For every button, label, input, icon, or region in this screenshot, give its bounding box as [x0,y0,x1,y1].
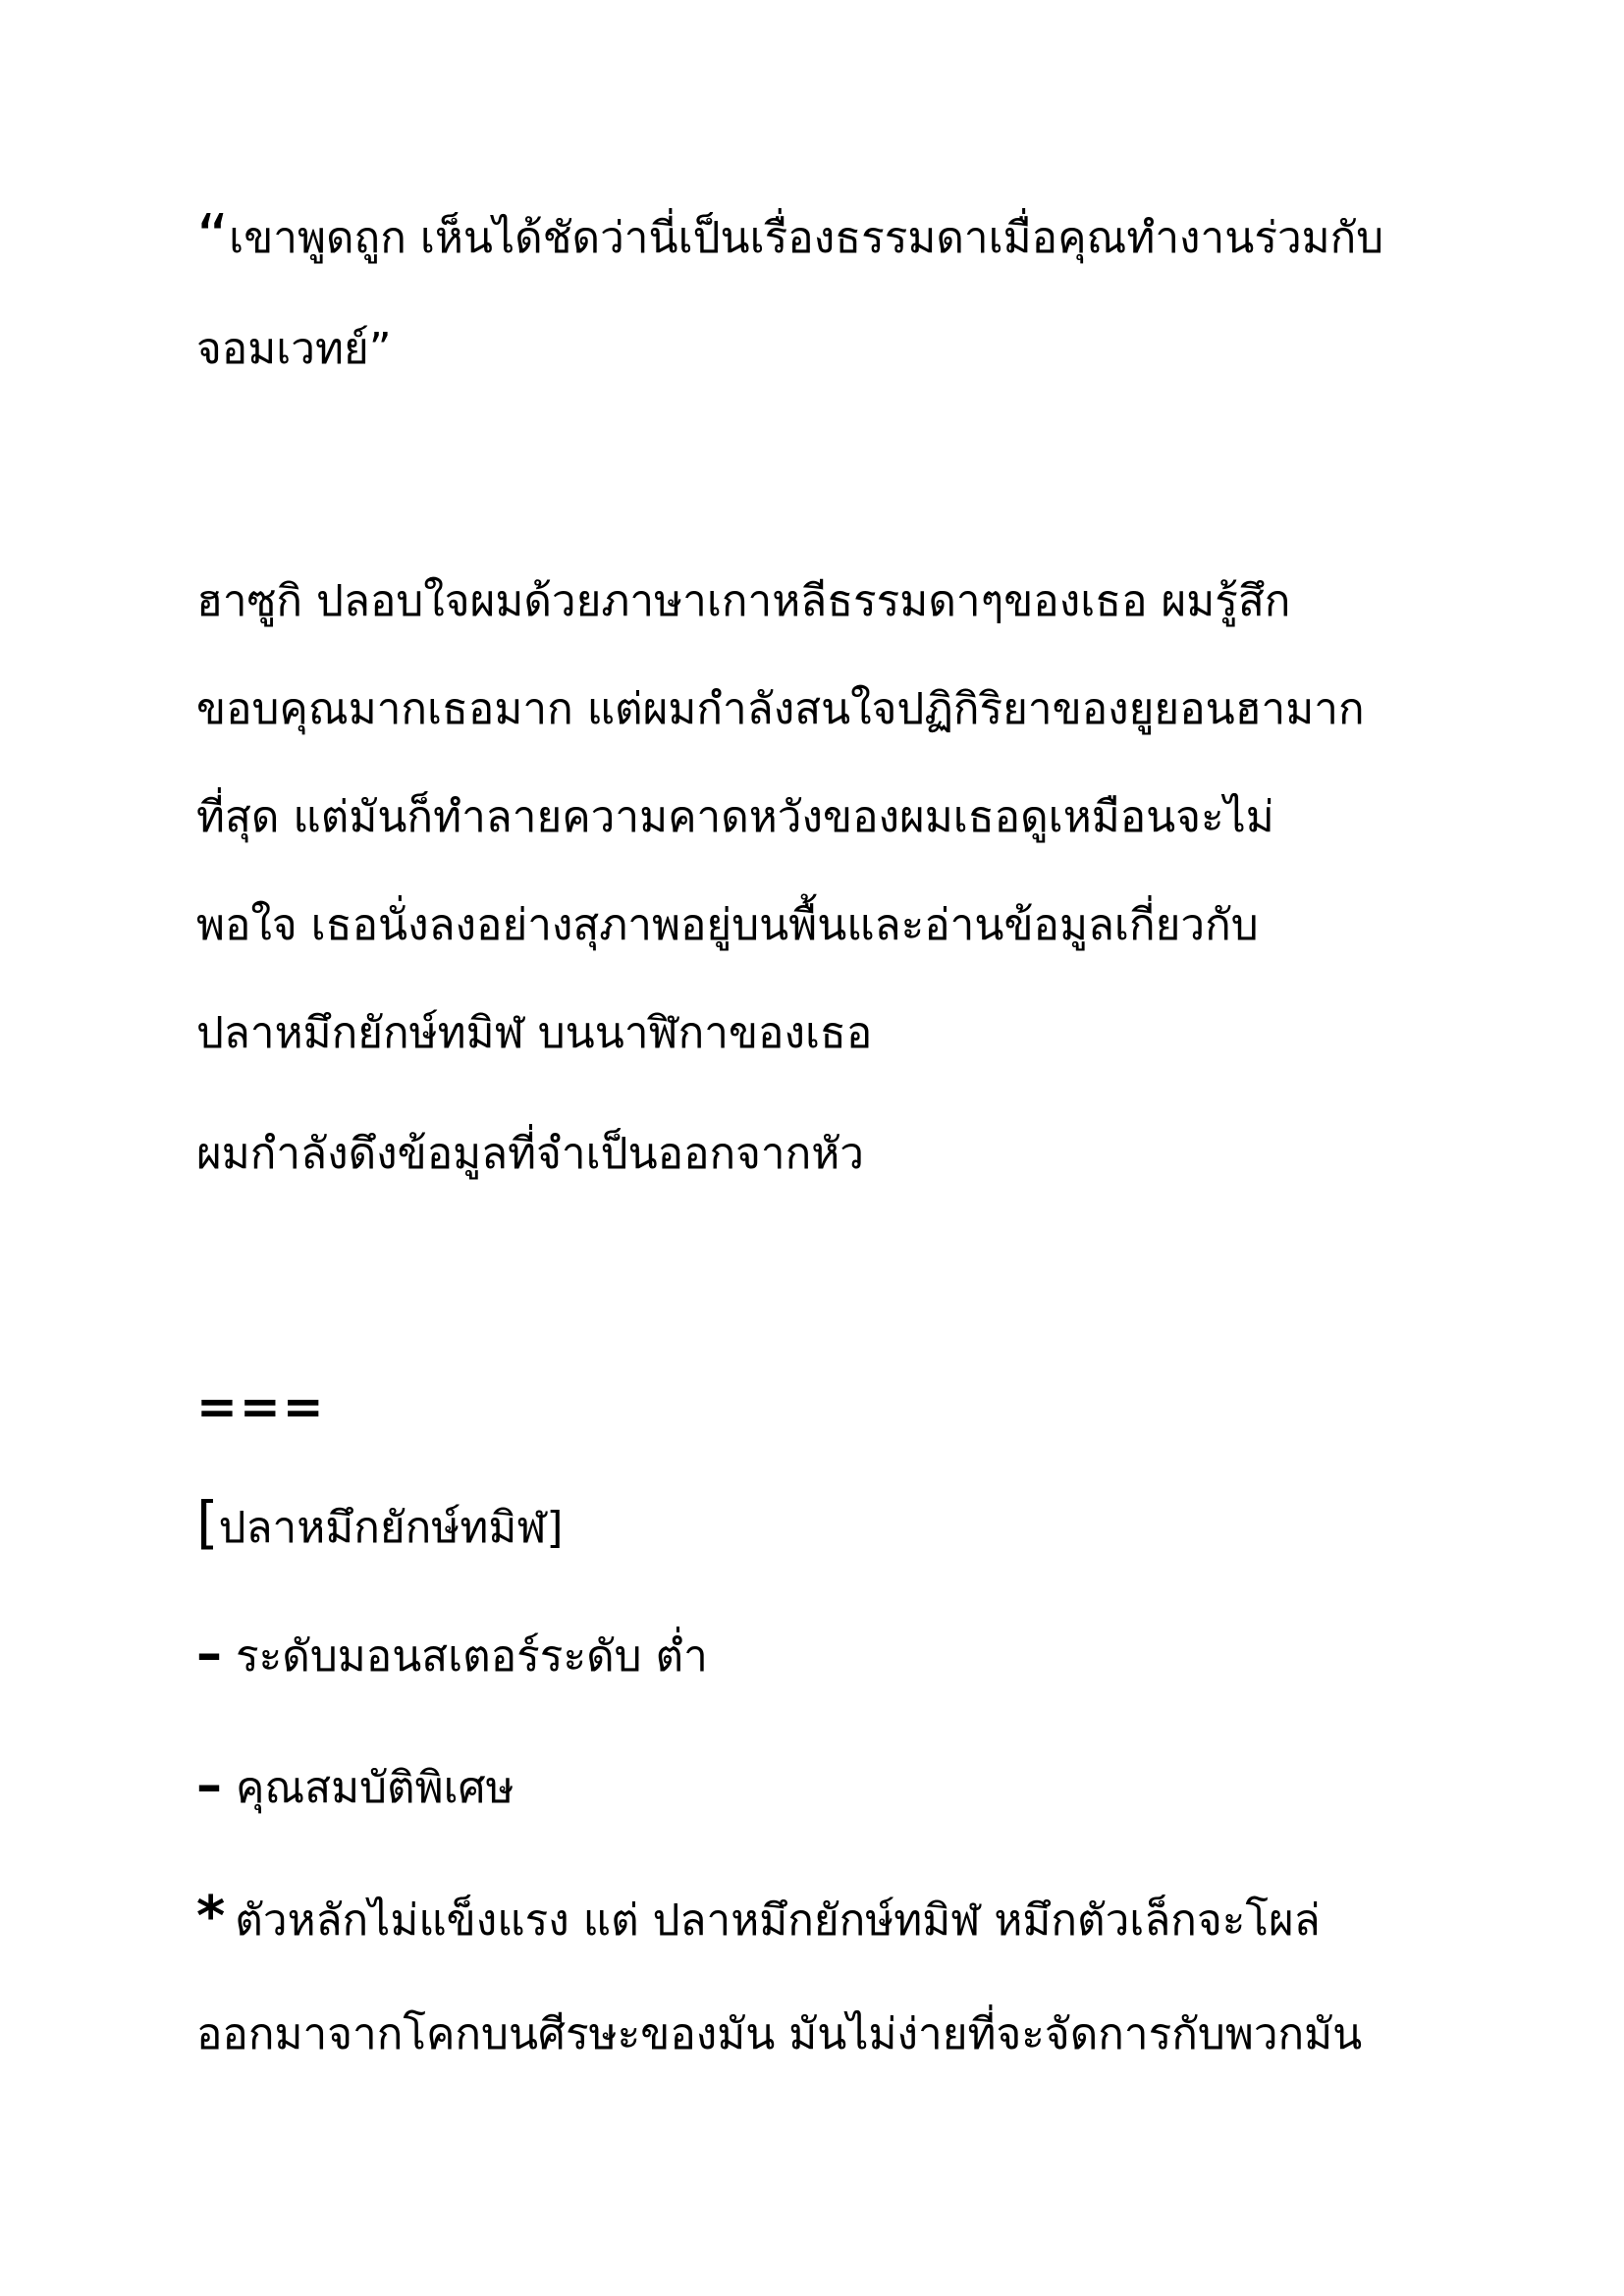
dash-marker: – [196,1625,222,1683]
paragraph-line-2: ขอบคุณมากเธอมาก แต่ผมกำลังสนใจปฏิกิริยาของยูยอนฮามาก [196,684,1365,734]
dialogue-line-2: จอมเวทย์” [196,324,392,374]
info-title: ปลาหมึกยักษ์ทมิฬ [218,1503,547,1553]
info-item-2 [196,1756,514,1818]
paragraph-line-4: พอใจ เธอนั่งลงอย่างสุภาพอยู่บนพื้นและอ่านข้อมูลเกี่ยวกับ [196,900,1259,950]
paragraph-line-5: ปลาหมึกยักษ์ทมิฬ บนนาฬิกาของเธอ [196,1008,873,1058]
paragraph-line-3: ที่สุด แต่มันก็ทำลายความคาดหวังของผมเธอดูเหมือนจะไม่ [196,792,1274,842]
asterisk-marker: * [196,1885,226,1949]
dialogue-text-1: เขาพูดถูก เห็นได้ชัดว่านี่เป็นเรื่องธรรมดาเมื่อคุณทำงานร่วมกับ [229,213,1384,263]
paragraph-line-1: ฮาซูกิ ปลอบใจผมด้วยภาษาเกาหลีธรรมดาๆของเธอ ผมรู้สึก [196,576,1291,626]
info-title-line [196,1489,564,1558]
info-item-2-text: คุณสมบัติพิเศษ [236,1763,514,1813]
open-quote-mark: “ [196,202,230,275]
info-note-text-1: ตัวหลักไม่แข็งแรง แต่ ปลาหมึกยักษ์ทมิฬ หมึกตัวเล็กจะโผล่ [235,1896,1321,1946]
info-note-line-1 [196,1885,1321,1950]
paragraph-line-6: ผมกำลังดึงข้อมูลที่จำเป็นออกจากหัว [196,1129,864,1179]
info-note-line-2: ออกมาจากโคกบนศีรษะของมัน มันไม่ง่ายที่จะจัดการกับพวกมัน [196,2009,1363,2059]
close-bracket: ] [546,1503,564,1553]
open-bracket: [ [196,1489,219,1556]
info-item-1 [196,1625,708,1686]
dialogue-line-1 [196,202,1384,275]
dash-marker: – [196,1756,222,1815]
section-separator: === [196,1378,326,1435]
info-item-1-text: ระดับมอนสเตอร์ระดับ ต่ำ [236,1631,708,1682]
